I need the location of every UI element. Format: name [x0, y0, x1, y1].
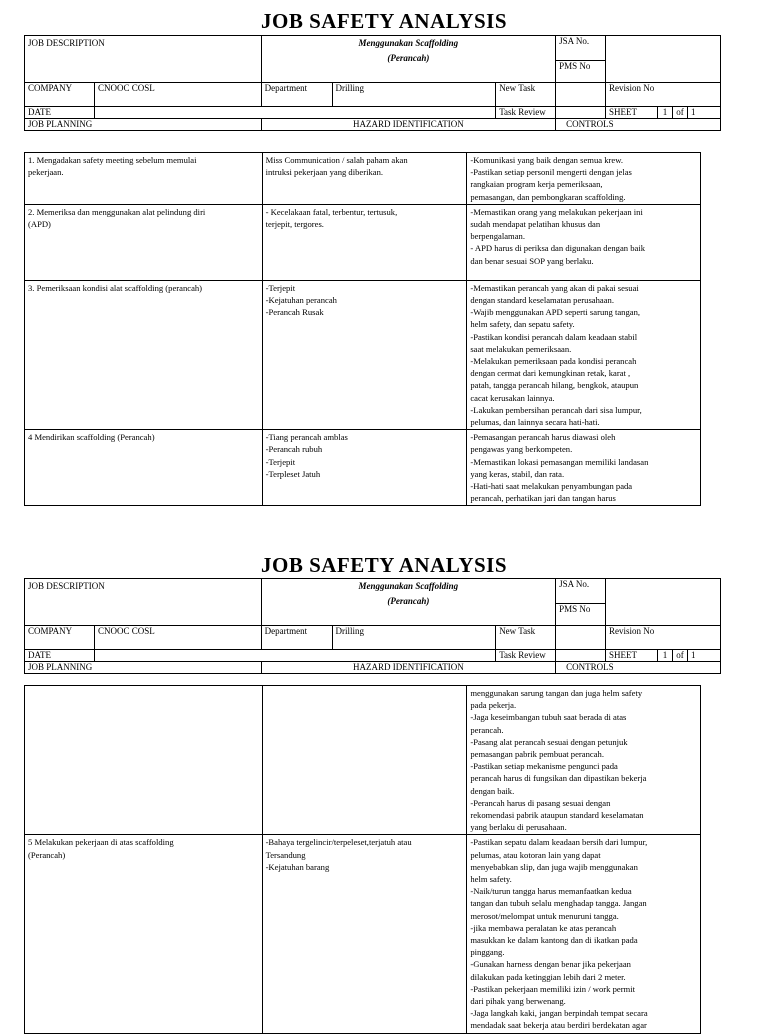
text-line: sudah mendapat pelatihan khusus dan — [470, 219, 601, 230]
text-line: (Perancah) — [28, 849, 66, 860]
new-task-value — [556, 626, 606, 650]
job-description-label: JOB DESCRIPTION — [25, 36, 262, 83]
text-line: intruksi pekerjaan yang diberikan. — [265, 167, 384, 178]
col-hazard-identification: HAZARD IDENTIFICATION — [261, 662, 556, 674]
header-table — [24, 578, 721, 674]
company-value: CNOOC COSL — [94, 83, 261, 107]
text-line: (APD) — [28, 219, 51, 230]
new-task-label: New Task — [496, 83, 556, 107]
table-row — [25, 430, 701, 506]
text-line: perancah. — [470, 724, 504, 735]
hazard-cell — [262, 686, 467, 835]
text-line: helm safety, dan sepatu safety. — [470, 319, 575, 330]
text-line: -Tiang perancah amblas — [265, 432, 348, 443]
text-line: pengawas yang berkompeten. — [470, 444, 573, 455]
pms-no-label: PMS No — [556, 604, 606, 626]
text-line: -Terjepit — [265, 456, 296, 467]
text-line: cacat kerusakan lainnya. — [470, 392, 555, 403]
controls-cell — [467, 153, 701, 205]
activity-line-2: (Perancah) — [387, 53, 430, 63]
company-value: CNOOC COSL — [94, 626, 261, 650]
new-task-label: New Task — [496, 626, 556, 650]
text-line: perancah harus di fungsikan dan dipastikan bekerja — [470, 773, 647, 784]
text-line: pemasangan pabrik pembuat perancah. — [470, 749, 604, 760]
text-line: 3. Pemeriksaan kondisi alat scaffolding (perancah) — [28, 282, 203, 293]
task-review-label: Task Review — [496, 650, 556, 662]
hazard-cell — [262, 430, 467, 506]
text-line: tangan dan tubuh selalu menghadap tangga. Jangan — [470, 898, 647, 909]
jsa-no-value — [606, 579, 721, 626]
sheet-no: 1 — [657, 107, 672, 119]
revision-label: Revision No — [606, 83, 721, 107]
text-line: -Naik/turun tangga harus memanfaatkan kedua — [470, 886, 632, 897]
text-line: -Pastikan sepatu dalam keadaan bersih dari lumpur, — [470, 837, 648, 848]
text-line: -Gunakan harness dengan benar jika pekerjaan — [470, 959, 631, 970]
text-line: -Perancah Rusak — [265, 307, 324, 318]
text-line: pelumas, dan lainnya secara hati-hati. — [470, 417, 600, 428]
text-line: rekomendasi pabrik ataupun standard keselamatan — [470, 810, 644, 821]
job-description-label: JOB DESCRIPTION — [25, 579, 262, 626]
text-line: -Lakukan pembersihan perancah dari sisa lumpur, — [470, 404, 642, 415]
text-line: -Pastikan setiap personil mengerti dengan jelas — [470, 167, 632, 178]
text-line: dengan cermat dari kemungkinan retak, karat , — [470, 368, 631, 379]
text-line: dengan baik. — [470, 785, 515, 796]
text-line: -Terpleset Jatuh — [265, 468, 321, 479]
table-row — [25, 686, 701, 835]
text-line: pemasangan, dan pembongkaran scaffolding. — [470, 191, 626, 202]
text-line: 5 Melakukan pekerjaan di atas scaffolding — [28, 837, 174, 848]
text-line: menyebabkan slip, dan juga wajib menggunakan — [470, 861, 638, 872]
jsa-no-value — [606, 36, 721, 83]
text-line: 4 Mendirikan scaffolding (Perancah) — [28, 432, 155, 443]
text-line: -Bahaya tergelincir/terpeleset,terjatuh atau — [265, 837, 412, 848]
text-line: dilakukan pada ketinggian lebih dari 2 meter. — [470, 971, 626, 982]
text-line: dengan standard keselamatan perusahaan. — [470, 295, 614, 306]
text-line: -Jaga langkah kaki, jangan berpindah tempat secara — [470, 1008, 648, 1019]
text-line: terjepit, tergores. — [265, 219, 324, 230]
text-line: -Memastikan orang yang melakukan pekerjaan ini — [470, 206, 643, 217]
text-line: helm safety. — [470, 874, 512, 885]
table-row — [25, 835, 701, 1033]
hazard-cell — [262, 280, 467, 429]
revision-label: Revision No — [606, 626, 721, 650]
job-step-cell — [25, 153, 263, 205]
col-controls — [556, 119, 721, 131]
text-line: rangkaian program kerja pemeriksaan, — [470, 179, 603, 190]
table-row — [25, 153, 701, 205]
text-line: -Memastikan lokasi pemasangan memiliki landasan — [470, 456, 649, 467]
text-line: -Hati-hati saat melakukan penyambungan pada — [470, 481, 633, 492]
sheet-label: SHEET — [606, 650, 658, 662]
col-controls — [556, 662, 721, 674]
pms-no-label: PMS No — [556, 61, 606, 83]
sheet-no: 1 — [657, 650, 672, 662]
text-line: -Wajib menggunakan APD seperti sarung tangan, — [470, 307, 641, 318]
job-step-cell — [25, 430, 263, 506]
task-review-label: Task Review — [496, 107, 556, 119]
text-line: menggunakan sarung tangan dan juga helm safety — [470, 688, 643, 698]
activity-line-1: Menggunakan Scaffolding — [358, 581, 459, 591]
text-line: -Memastikan perancah yang akan di pakai sesuai — [470, 282, 639, 293]
department-label: Department — [261, 626, 332, 650]
new-task-value — [556, 83, 606, 107]
text-line: yang keras, stabil, dan rata. — [470, 468, 565, 479]
department-value: Drilling — [332, 626, 496, 650]
text-line: dan benar sesuai SOP yang berlaku. — [470, 255, 594, 266]
text-line: pada pekerja. — [470, 700, 517, 711]
text-line: -Kejatuhan perancah — [265, 295, 337, 306]
analysis-table-2 — [24, 685, 701, 1034]
text-line: dari pihak yang berwenang. — [470, 996, 566, 1007]
of-label: of — [672, 107, 687, 119]
hazard-cell — [262, 153, 467, 205]
task-review-value — [556, 650, 606, 662]
analysis-table-1 — [24, 152, 701, 506]
activity-line-2: (Perancah) — [387, 596, 430, 606]
hazard-cell — [262, 835, 467, 1033]
col-controls-label: CONTROLS — [566, 119, 614, 129]
date-value — [94, 650, 495, 662]
text-line: -Jaga keseimbangan tubuh saat berada di atas — [470, 712, 627, 723]
document-title: JOB SAFETY ANALYSIS — [260, 553, 508, 577]
text-line: -Pasang alat perancah sesuai dengan petunjuk — [470, 736, 628, 747]
text-line: Miss Communication / salah paham akan — [265, 155, 408, 165]
col-controls-label: CONTROLS — [566, 662, 614, 672]
controls-cell — [467, 686, 701, 835]
text-line: 2. Memeriksa dan menggunakan alat pelindung diri — [28, 206, 206, 217]
text-line: 1. Mengadakan safety meeting sebelum memulai — [28, 155, 197, 165]
sheet-label: SHEET — [606, 107, 658, 119]
text-line: -Pastikan pekerjaan memiliki izin / work permit — [470, 983, 636, 994]
of-label: of — [672, 650, 687, 662]
date-label: DATE — [25, 107, 95, 119]
table-row — [25, 204, 701, 280]
table-row — [25, 280, 701, 429]
job-activity — [261, 36, 556, 83]
sheet-total: 1 — [687, 650, 720, 662]
text-line: -Pemasangan perancah harus diawasi oleh — [470, 432, 616, 443]
controls-cell — [467, 204, 701, 280]
text-line: -Perancah harus di pasang sesuai dengan — [470, 797, 611, 808]
col-job-planning: JOB PLANNING — [25, 662, 262, 674]
text-line: -Perancah rubuh — [265, 444, 323, 455]
text-line: Tersandung — [265, 849, 306, 860]
sheet-total: 1 — [687, 107, 720, 119]
text-line: masukkan ke dalam kantong dan di ikatkan pada — [470, 935, 638, 946]
hazard-cell — [262, 204, 467, 280]
text-line: -Pastikan setiap mekanisme pengunci pada — [470, 761, 618, 772]
date-value — [94, 107, 495, 119]
text-line: mendadak saat bekerja atau berdiri berdekatan agar — [470, 1020, 647, 1031]
col-hazard-identification: HAZARD IDENTIFICATION — [261, 119, 556, 131]
controls-cell — [467, 280, 701, 429]
text-line: -jika membawa peralatan ke atas perancah — [470, 922, 617, 933]
text-line: patah, tangga perancah hilang, bengkok, ataupun — [470, 380, 639, 391]
text-line: -Kejatuhan barang — [265, 861, 330, 872]
task-review-value — [556, 107, 606, 119]
company-label: COMPANY — [25, 626, 95, 650]
text-line: -Komunikasi yang baik dengan semua krew. — [470, 155, 623, 165]
controls-cell — [467, 835, 701, 1033]
job-step-cell — [25, 835, 263, 1033]
document-title: JOB SAFETY ANALYSIS — [260, 9, 508, 33]
date-label: DATE — [25, 650, 95, 662]
controls-cell — [467, 430, 701, 506]
company-label: COMPANY — [25, 83, 95, 107]
text-line: -Melakukan pemeriksaan pada kondisi perancah — [470, 356, 637, 367]
text-line: - APD harus di periksa dan digunakan dengan baik — [470, 243, 646, 254]
text-line: pelumas, atau kotoran lain yang dapat — [470, 849, 601, 860]
text-line: yang berlaku di perusahaan. — [470, 822, 567, 833]
department-value: Drilling — [332, 83, 496, 107]
jsa-no-label: JSA No. — [556, 36, 606, 61]
text-line: berpengalaman. — [470, 231, 525, 242]
col-job-planning: JOB PLANNING — [25, 119, 262, 131]
job-activity — [261, 579, 556, 626]
department-label: Department — [261, 83, 332, 107]
text-line: - Kecelakaan fatal, terbentur, tertusuk, — [265, 206, 398, 217]
jsa-no-label: JSA No. — [556, 579, 606, 604]
job-step-cell — [25, 686, 263, 835]
text-line: saat melakukan pemeriksaan. — [470, 343, 572, 354]
header-table — [24, 35, 721, 131]
activity-line-1: Menggunakan Scaffolding — [358, 38, 459, 48]
job-step-cell — [25, 280, 263, 429]
text-line: merosot/melompat untuk menuruni tangga. — [470, 910, 619, 921]
text-line: pekerjaan. — [28, 167, 64, 178]
text-line: pinggang. — [470, 947, 505, 958]
job-step-cell — [25, 204, 263, 280]
text-line: perancah, perhatikan jari dan tangan harus — [470, 493, 616, 504]
text-line: -Pastikan kondisi perancah dalam keadaan stabil — [470, 331, 638, 342]
text-line: -Terjepit — [265, 282, 296, 293]
